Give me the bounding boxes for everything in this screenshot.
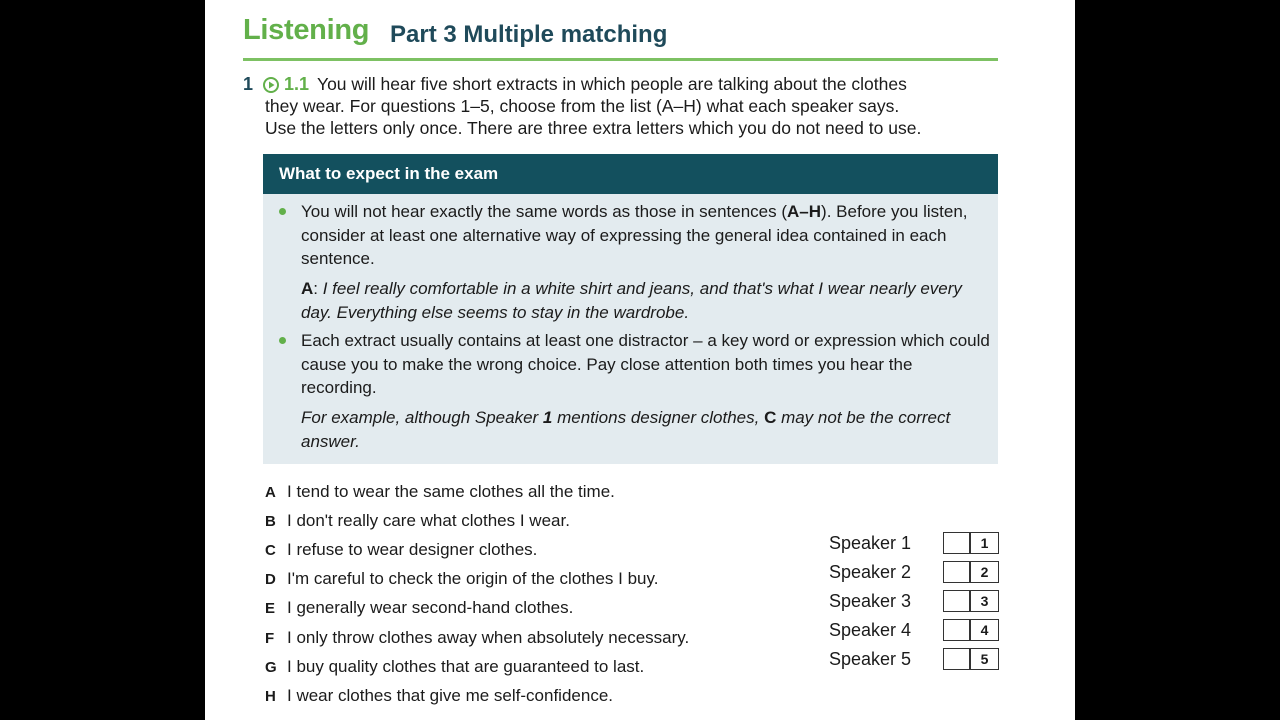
answer-box-1[interactable]: [943, 532, 999, 554]
option-text: I'm careful to check the origin of the clothes I buy.: [287, 569, 659, 588]
question-number: 1: [243, 74, 254, 94]
tip-1-example: [301, 277, 991, 324]
tip-2: [301, 329, 991, 400]
instructions-line-2: they wear. For questions 1–5, choose from the list (A–H) what each speaker says.: [265, 96, 900, 116]
answer-box-5[interactable]: [943, 648, 999, 670]
option-text: I only throw clothes away when absolutely necessary.: [287, 628, 690, 647]
option-text: I buy quality clothes that are guaranteed to last.: [287, 657, 645, 676]
tip-2-example-e: may not be the correct answer.: [301, 408, 951, 451]
tip-1-text-a: You will not hear exactly the same words as those in sentences (: [301, 202, 788, 221]
track-number: 1.1: [284, 74, 310, 94]
answer-box-4[interactable]: [943, 619, 999, 641]
answer-number: 5: [980, 651, 989, 667]
speaker-label: Speaker 3: [829, 591, 912, 611]
option-text: I don't really care what clothes I wear.: [287, 511, 570, 530]
exam-tips-box: [263, 154, 998, 464]
option-d: [265, 567, 658, 591]
tip-2-example-b: 1: [542, 408, 553, 427]
tip-1: [301, 200, 991, 271]
option-c: [265, 538, 537, 562]
answer-box-2[interactable]: [943, 561, 999, 583]
exam-tips-title: What to expect in the exam: [279, 164, 499, 183]
tip-1-example-sep: :: [313, 279, 323, 298]
answer-number: 1: [980, 535, 989, 551]
option-letter: H: [265, 688, 276, 705]
tip-1-text-b: ). Before you listen, consider at least one alternative way of expressing the general idea contained in each sentence.: [301, 202, 968, 268]
exam-tips-header: [263, 154, 998, 194]
option-letter: A: [265, 484, 276, 501]
option-letter: G: [265, 659, 277, 676]
instructions-line-1: You will hear five short extracts in which people are talking about the clothes: [317, 74, 907, 94]
bullet-icon: [279, 208, 286, 215]
option-letter: C: [265, 542, 276, 559]
tip-2-example-c: mentions designer clothes,: [552, 408, 765, 427]
bullet-icon: [279, 337, 286, 344]
option-text: I refuse to wear designer clothes.: [287, 540, 538, 559]
option-text: I tend to wear the same clothes all the time.: [287, 482, 615, 501]
answer-number: 4: [980, 622, 989, 638]
textbook-page: [205, 0, 1075, 720]
speaker-row-4: [829, 618, 1004, 642]
option-g: [265, 655, 644, 679]
option-f: [265, 626, 689, 650]
option-a: [265, 480, 615, 504]
speaker-row-2: [829, 560, 1004, 584]
option-h: [265, 684, 613, 708]
tip-2-text: Each extract usually contains at least one distractor – a key word or expression which could cause you to make the wrong choice. Pay close attention both times you hear the recording.: [301, 331, 990, 397]
speaker-row-5: [829, 647, 1004, 671]
question-instructions: [265, 73, 1005, 139]
option-text: I wear clothes that give me self-confidence.: [287, 686, 613, 705]
option-letter: E: [265, 600, 276, 617]
speaker-row-1: [829, 531, 1004, 555]
option-letter: D: [265, 571, 276, 588]
option-letter: B: [265, 513, 276, 530]
option-letter: F: [265, 630, 275, 647]
answer-box-3[interactable]: [943, 590, 999, 612]
answer-number: 2: [980, 564, 989, 580]
section-header: [243, 14, 998, 61]
speaker-label: Speaker 2: [829, 562, 912, 582]
speaker-row-3: [829, 589, 1004, 613]
tip-2-example-d: C: [764, 408, 777, 427]
speaker-label: Speaker 5: [829, 649, 912, 669]
answer-number: 3: [980, 593, 989, 609]
speaker-label: Speaker 1: [829, 533, 912, 553]
option-e: [265, 596, 573, 620]
section-title: Listening: [243, 14, 370, 46]
part-title: Part 3 Multiple matching: [390, 21, 668, 48]
option-text: I generally wear second-hand clothes.: [287, 598, 574, 617]
option-b: [265, 509, 570, 533]
tip-2-example: [301, 406, 991, 453]
tip-2-example-a: For example, although Speaker: [301, 408, 543, 427]
tip-1-bold: A–H: [787, 202, 822, 221]
speaker-label: Speaker 4: [829, 620, 912, 640]
tip-1-example-letter: A: [301, 279, 314, 298]
instructions-line-3: Use the letters only once. There are three extra letters which you do not need to use.: [265, 118, 922, 138]
tip-1-example-text: I feel really comfortable in a white shirt and jeans, and that's what I wear nearly every day. Everything else seems to stay in the wardrobe.: [301, 279, 962, 322]
